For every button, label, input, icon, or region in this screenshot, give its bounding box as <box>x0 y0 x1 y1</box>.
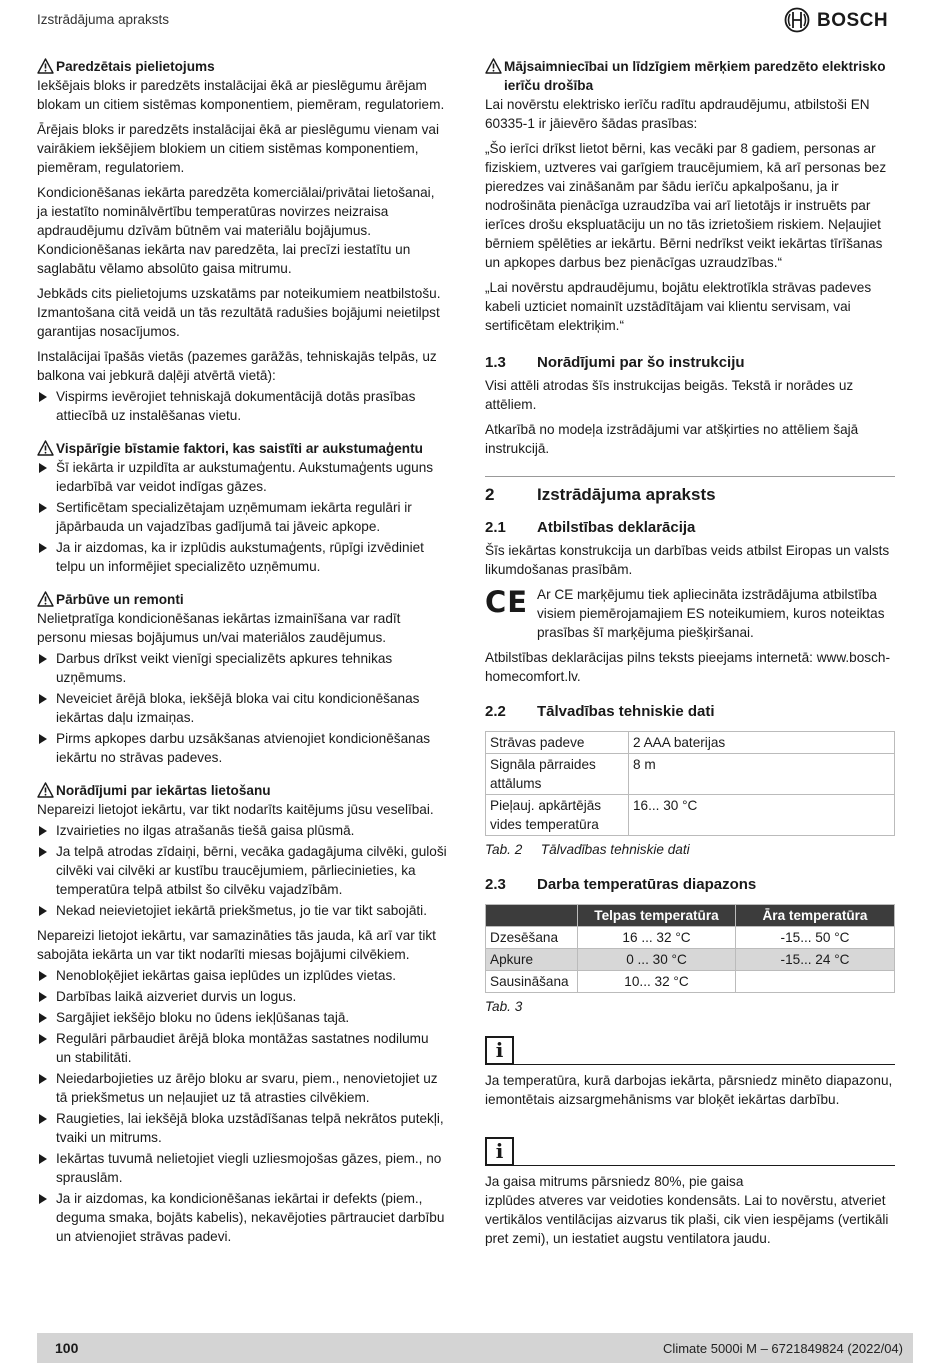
section-2-2 <box>485 702 895 859</box>
section-title: Pārbūve un remonti <box>56 592 184 607</box>
caption-number: Tab. 3 <box>485 999 523 1014</box>
caption-number: Tab. 2 <box>485 842 523 857</box>
section-title: Atbilstības deklarācija <box>537 519 696 536</box>
list-item: Nekad neievietojiet iekārtā priekšmetus, jo tie var tikt sabojāti. <box>37 901 447 920</box>
paragraph: Iekšējais bloks ir paredzēts instalācijai ēkā ar pieslēgumu ārējam blokam un citiem sistēmas komponentiem, piemēram, regulatoriem. <box>37 78 445 112</box>
info-note-humidity <box>485 1137 895 1248</box>
table-cell: -15... 50 °C <box>736 927 895 949</box>
table-cell: 8 m <box>629 754 895 795</box>
table-caption <box>485 840 895 859</box>
right-column <box>485 57 895 1248</box>
section-number: 2.1 <box>485 519 506 536</box>
section-refrigerant-hazards <box>37 439 447 576</box>
paragraph: Nelietpratīga kondicionēšanas iekārtas izmainīšana var radīt personu miesas bojājumus un/vai materiālos zaudējumus. <box>37 611 401 645</box>
list-item: Pirms apkopes darbu uzsākšanas atvienojiet kondicionēšanas iekārtu no strāvas padeves. <box>37 729 447 767</box>
info-text-line: Ja gaisa mitrums pārsniedz 80%, pie gaisa <box>485 1174 744 1189</box>
section-number: 1.3 <box>485 354 506 371</box>
table-row <box>486 732 895 754</box>
table-header: Āra temperatūra <box>736 905 895 927</box>
table-cell: 16... 30 °C <box>629 795 895 836</box>
table-row <box>486 949 895 971</box>
section-intended-use <box>37 57 447 425</box>
section-title: Darba temperatūras diapazons <box>537 876 757 893</box>
list-item: Izvairieties no ilgas atrašanās tiešā gaisa plūsmā. <box>37 821 447 840</box>
paragraph: Ārējais bloks ir paredzēts instalācijai ēkā ar pieslēgumu vienam vai vairākiem iekšējiem blokiem un citiem sistēmas komponentiem, piemēram, regulatoriem. <box>37 122 439 175</box>
ce-note <box>485 585 895 642</box>
table-header <box>486 905 578 927</box>
left-column <box>37 57 447 1252</box>
paragraph: Kondicionēšanas iekārta paredzēta komerciālai/privātai lietošanai, ja iestatīto nominālvērtību temperatūras novirzes neizraisa apdraudējumu dzīvām būtnēm vai materiālu bojājumus. Kondicionēšanas iekārta nav paredzēta, lai precīzi iestatītu un saglabātu vēlamo absolūto gaisa mitrumu. <box>37 185 435 276</box>
warning-icon <box>37 58 54 74</box>
ce-text: Ar CE marķējumu tiek apliecināta izstrādājuma atbilstība visiem piemērojamajiem ES noteikumiem, kuros noteiktas prasības šī marķējuma piešķiršanai. <box>537 587 885 640</box>
paragraph: „Šo ierīci drīkst lietot bērni, kas vecāki par 8 gadiem, personas ar fiziskiem, uztveres vai garīgiem traucējumiem, kā arī personas bez pieredzes vai zināšanām par šādu ierīču apkalpošanu, ja ir nodrošināta pienācīga uzraudzība vai arī lietotājs ir instruēts par ierīces drošu ekspluatāciju un no tās izrietošiem riskiem. Neļaujiet bērniem spēlēties ar iekārtu. Bērni nedrīkst veikt iekārtas tīrīšanas un apkopes darbus bez pienācīgas uzraudzības.“ <box>485 141 887 270</box>
list-item: Regulāri pārbaudiet ārējā bloka montāžas sastatnes nodilumu un stabilitāti. <box>37 1029 447 1067</box>
paragraph: Instalācijai īpašās vietās (pazemes garāžās, tehniskajās telpās, uz balkona vai jebkurā daļēji atvērtā vietā): <box>37 349 437 383</box>
bosch-logo <box>784 6 888 34</box>
list-item: Ja ir aizdomas, ka ir izplūdis aukstumaģents, rūpīgi izvēdiniet telpu un informējiet specializēto uzņēmumu. <box>37 538 447 576</box>
table-row <box>486 754 895 795</box>
section-number: 2.3 <box>485 876 506 893</box>
document-id: Climate 5000i M – 6721849824 (2022/04) <box>663 1340 903 1356</box>
table-cell: Signāla pārraides attālums <box>486 754 629 795</box>
list-item: Raugieties, lai iekšējā bloka uzstādīšanas telpā nekrātos putekļi, tvaiki un mitrums. <box>37 1109 447 1147</box>
paragraph: Atkarībā no modeļa izstrādājumi var atšķirties no attēliem šajā instrukcijā. <box>485 422 859 456</box>
paragraph: Nepareizi lietojot iekārtu, var samazināties tās jauda, kā arī var tikt sabojāta iekārta un var tikt nodarīti miesas bojājumi cilvēkiem. <box>37 928 436 962</box>
paragraph: Šīs iekārtas konstrukcija un darbības veids atbilst Eiropas un valsts likumdošanas prasībām. <box>485 543 890 577</box>
section-title: Norādījumi par šo instrukciju <box>537 354 745 371</box>
table-cell: 10... 32 °C <box>578 971 736 993</box>
bullet-list <box>37 387 447 425</box>
running-header: Izstrādājuma apraksts <box>37 12 170 27</box>
table-cell: Sausināšana <box>486 971 578 993</box>
list-item: Nenobloķējiet iekārtas gaisa ieplūdes un izplūdes vietas. <box>37 966 447 985</box>
page-footer <box>37 1333 913 1363</box>
section-heading <box>485 518 895 537</box>
table-row <box>486 971 895 993</box>
table-cell: 16 ... 32 °C <box>578 927 736 949</box>
list-item: Darbus drīkst veikt vienīgi specializēts apkures tehnikas uzņēmums. <box>37 649 447 687</box>
bullet-list <box>37 821 447 920</box>
table-header: Telpas temperatūra <box>578 905 736 927</box>
bosch-wordmark: BOSCH <box>817 9 889 31</box>
paragraph: Atbilstības deklarācijas pilns teksts pieejams internetā: www.bosch-homecomfort.lv. <box>485 650 890 684</box>
temperature-range-table <box>485 904 895 993</box>
remote-specs-table <box>485 731 895 836</box>
list-item: Vispirms ievērojiet tehniskajā dokumentācijā dotās prasības attiecībā uz instalēšanas vietu. <box>37 387 447 425</box>
paragraph: Jebkāds cits pielietojums uzskatāms par noteikumiem neatbilstošu. Izmantošana citā veidā un tās rezultātā radušies bojājumi neietilpst garantijas nosacījumos. <box>37 286 441 339</box>
table-row <box>486 927 895 949</box>
section-heading <box>485 875 895 894</box>
table-cell: Pieļauj. apkārtējās vides temperatūra <box>486 795 629 836</box>
section-1-3 <box>485 353 895 458</box>
section-modifications-repairs <box>37 590 447 767</box>
table-cell: Apkure <box>486 949 578 971</box>
list-item: Šī iekārta ir uzpildīta ar aukstumaģentu. Aukstumaģents uguns iedarbībā var veidot indīgas gāzes. <box>37 458 447 496</box>
section-title: Vispārīgie bīstamie faktori, kas saistīti ar aukstumaģentu <box>56 441 423 456</box>
info-note-temperature <box>485 1036 895 1109</box>
section-electrical-safety <box>485 57 895 335</box>
warning-icon <box>37 591 54 607</box>
list-item: Darbības laikā aizveriet durvis un logus. <box>37 987 447 1006</box>
bullet-list <box>37 649 447 767</box>
warning-icon <box>485 58 502 74</box>
paragraph: Lai novērstu elektrisko ierīču radītu apdraudējumu, atbilstoši EN 60335-1 ir jāievēro šādas prasības: <box>485 97 870 131</box>
list-item: Neveiciet ārējā bloka, iekšējā bloka vai citu kondicionēšanas iekārtas daļu izmaiņas. <box>37 689 447 727</box>
paragraph: Nepareizi lietojot iekārtu, var tikt nodarīts kaitējums jūsu veselībai. <box>37 802 434 817</box>
chapter-heading <box>485 476 895 504</box>
page-number: 100 <box>55 1339 79 1356</box>
list-item: Ja ir aizdomas, ka kondicionēšanas iekārtai ir defekts (piem., deguma smaka, bojāts kabelis), nekavējoties pārtrauciet darbību un atvienojiet strāvas padevi. <box>37 1189 447 1246</box>
section-heading <box>485 353 895 372</box>
table-row <box>486 795 895 836</box>
warning-icon <box>37 782 54 798</box>
section-title: Norādījumi par iekārtas lietošanu <box>56 783 271 798</box>
paragraph: Visi attēli atrodas šīs instrukcijas beigās. Tekstā ir norādes uz attēliem. <box>485 378 854 412</box>
info-icon: i <box>485 1036 514 1065</box>
table-cell: -15... 24 °C <box>736 949 895 971</box>
table-header-row <box>486 905 895 927</box>
bullet-list <box>37 458 447 576</box>
section-title: Paredzētais pielietojums <box>56 59 215 74</box>
section-2-3 <box>485 875 895 1016</box>
ce-mark-icon: CE <box>485 585 529 619</box>
table-cell <box>736 971 895 993</box>
chapter-number: 2 <box>485 485 495 504</box>
list-item: Ja telpā atrodas zīdaiņi, bērni, vecāka gadagājuma cilvēki, guloši cilvēki vai cilvēki ar kustību traucējumiem, pārliecinieties, ka temperatūra telpā atbilst šo cilvēku vajadzībām. <box>37 842 447 899</box>
divider <box>514 1165 895 1166</box>
section-heading <box>485 702 895 721</box>
info-text: Ja temperatūra, kurā darbojas iekārta, pārsniedz minēto diapazonu, iemontētais aizsargmehānisms var bloķēt iekārtas darbību. <box>485 1073 893 1107</box>
table-cell: Strāvas padeve <box>486 732 629 754</box>
section-2-1 <box>485 518 895 686</box>
bosch-armature-icon <box>784 7 810 33</box>
list-item: Neiedarbojieties uz ārējo bloku ar svaru, piem., nenovietojiet uz tā priekšmetus un neļaujiet uz tā atrasties cilvēkiem. <box>37 1069 447 1107</box>
table-cell: Dzesēšana <box>486 927 578 949</box>
caption-text: Tālvadības tehniskie dati <box>540 842 690 857</box>
table-cell: 2 AAA baterijas <box>629 732 895 754</box>
list-item: Iekārtas tuvumā nelietojiet viegli uzliesmojošas gāzes, piem., no sprauslām. <box>37 1149 447 1187</box>
chapter-title: Izstrādājuma apraksts <box>537 485 716 504</box>
warning-icon <box>37 440 54 456</box>
table-caption <box>485 997 895 1016</box>
divider <box>514 1064 895 1065</box>
section-title: Mājsaimniecībai un līdzīgiem mērķiem paredzēto elektrisko ierīču drošība <box>504 59 886 93</box>
list-item: Sargājiet iekšējo bloku no ūdens iekļūšanas tajā. <box>37 1008 447 1027</box>
section-usage-notes <box>37 781 447 1246</box>
bullet-list <box>37 966 447 1246</box>
section-number: 2.2 <box>485 703 506 720</box>
info-icon: i <box>485 1137 514 1166</box>
section-title: Tālvadības tehniskie dati <box>537 703 715 720</box>
paragraph: „Lai novērstu apdraudējumu, bojātu elektrotīkla strāvas padeves kabeli uzticiet nomainīt uzstādītājam vai klientu servisam, vai sertificētam elektriķim.“ <box>485 280 872 333</box>
info-text: izplūdes atveres var veidoties kondensāts. Lai to novērstu, atveriet vertikālos ventilācijas aizvarus tik plaši, cik vien iespējams (vertikāli pret zemi), un iestatiet augstu ventilatora jaudu. <box>485 1193 889 1246</box>
list-item: Sertificētam specializētajam uzņēmumam iekārta regulāri ir jāpārbauda un vajadzības gadījumā tai jāveic apkope. <box>37 498 447 536</box>
table-cell: 0 ... 30 °C <box>578 949 736 971</box>
